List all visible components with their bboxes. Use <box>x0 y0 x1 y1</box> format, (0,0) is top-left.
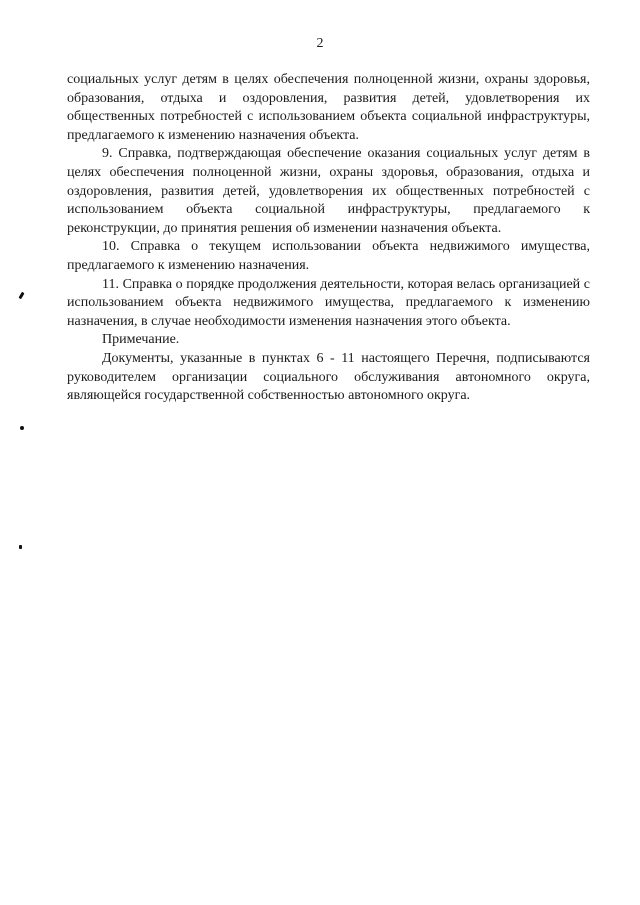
scan-mark <box>18 292 24 300</box>
note-text: Документы, указанные в пунктах 6 - 11 настоящего Перечня, подписываются руководителем организации социального обслуживания автономного округа, являющейся государственной собственностью автономного округа. <box>67 350 590 404</box>
paragraph-item-10: 10. Справка о текущем использовании объекта недвижимого имущества, предлагаемого к изменению назначения. <box>67 239 590 273</box>
scan-mark <box>20 426 24 430</box>
paragraph-continuation: социальных услуг детям в целях обеспечения полноценной жизни, охраны здоровья, образования, отдыха и оздоровления, развития детей, удовлетворения их общественных потребностей с использованием объекта социальной инфраструктуры, предлагаемого к изменению назначения объекта. <box>67 72 590 143</box>
paragraph-item-11: 11. Справка о порядке продолжения деятельности, которая велась организацией с использованием объекта недвижимого имущества, предлагаемого к изменению назначения, в случае необходимости изменения назначения этого объекта. <box>67 276 590 329</box>
document-body <box>67 71 590 406</box>
page-number: 2 <box>316 36 324 51</box>
note-heading: Примечание. <box>102 332 180 348</box>
paragraph-item-9: 9. Справка, подтверждающая обеспечение оказания социальных услуг детям в целях обеспечения полноценной жизни, охраны здоровья, образования, отдыха и оздоровления, развития детей, удовлетворения их общественных потребностей с использованием объекта социальной инфраструктуры, предлагаемого к реконструкции, до принятия решения об изменении назначения объекта. <box>67 146 590 236</box>
scan-mark <box>19 545 22 549</box>
